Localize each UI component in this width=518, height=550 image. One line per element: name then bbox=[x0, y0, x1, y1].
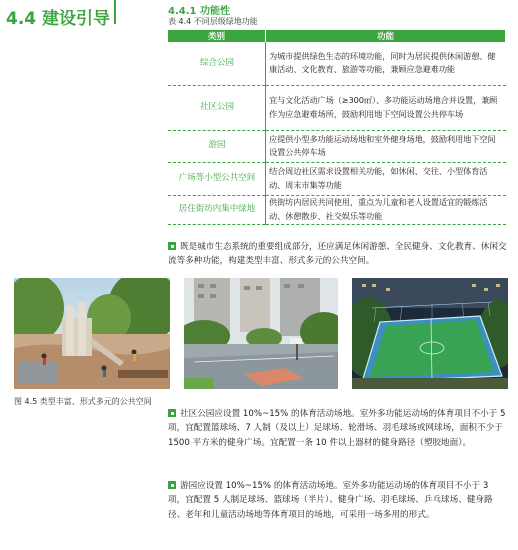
photo-night-court bbox=[352, 278, 508, 389]
table-row bbox=[168, 85, 506, 130]
photo-playground bbox=[14, 278, 170, 389]
table-cell-category: 广场等小型公共空间 bbox=[168, 162, 266, 195]
table-cell-category: 社区公园 bbox=[168, 85, 266, 130]
table-cell-function: 宜与文化活动广场（≥300㎡）、多功能运动场地合并设置，兼顾作为应急避难场所，鼓励利用地下空间设置公共停车场 bbox=[266, 85, 506, 130]
table-header-function: 功能 bbox=[266, 30, 506, 42]
table-row bbox=[168, 42, 506, 85]
intro-paragraph bbox=[168, 240, 508, 269]
table-header-category: 类别 bbox=[168, 30, 266, 42]
table-cell-category: 游园 bbox=[168, 130, 266, 162]
garden-paragraph bbox=[168, 479, 508, 522]
table-cell-function: 供街坊内居民共同使用，重点为儿童和老人设置适宜的锻炼活动、休憩散步、社交娱乐等功能 bbox=[266, 195, 506, 224]
community-text: 社区公园应设置 10%~15% 的体育活动场地。室外多功能运动场的体育项目不小于 5 项，宜配置篮球场、7 人制（及以上）足球场、轮滑场、羽毛球场或网球场，面积不少于 1500 平方米的健身广场。宜配置一条 10 件以上器材的健身路径（塑胶地面）。 bbox=[168, 409, 506, 448]
community-paragraph bbox=[168, 407, 508, 450]
table-cell-category: 综合公园 bbox=[168, 42, 266, 85]
square-bullet-icon bbox=[168, 409, 176, 417]
photo-sports-courts bbox=[184, 278, 338, 389]
garden-text: 游园应设置 10%~15% 的体育活动场地。室外多功能运动场的体育项目不小于 3 项，宜配置 5 人制足球场、篮球场（半片）、健身广场、羽毛球场、乒乓球场、健身路径、老年和儿童活动场地等体育项目的场地，可采用一场多用的形式。 bbox=[168, 481, 493, 520]
night-court-image bbox=[352, 278, 508, 389]
table-row bbox=[168, 162, 506, 195]
table-cell-function: 应提供小型多功能运动场地和室外健身场地，鼓励利用地下空间设置公共停车场 bbox=[266, 130, 506, 162]
intro-text: 既是城市生态系统的重要组成部分，还应满足休闲游憩、全民健身、文化教育、休闲交流等多种功能，构建类型丰富、形式多元的公共空间。 bbox=[168, 242, 507, 267]
table-caption: 表 4.4 不同层级绿地功能 bbox=[168, 17, 258, 26]
courts-image bbox=[184, 278, 338, 389]
title-divider bbox=[114, 0, 116, 24]
table-cell-category: 居住街坊内集中绿地 bbox=[168, 195, 266, 224]
table-cell-function: 为城市提供绿色生态的环境功能，同时为居民提供休闲游憩、健康活动、文化教育、旅游等功能，兼顾应急避难功能 bbox=[266, 42, 506, 85]
square-bullet-icon bbox=[168, 481, 176, 489]
table-header-row bbox=[168, 30, 506, 42]
table-row bbox=[168, 130, 506, 162]
square-bullet-icon bbox=[168, 242, 176, 250]
table-row bbox=[168, 195, 506, 224]
figure-caption: 图 4.5 类型丰富、形式多元的公共空间 bbox=[14, 397, 152, 406]
section-title: 4.4 建设引导 bbox=[6, 9, 111, 29]
subsection-title: 4.4.1 功能性 bbox=[168, 6, 230, 17]
function-table bbox=[168, 30, 506, 225]
playground-image bbox=[14, 278, 170, 389]
table-cell-function: 结合周边社区需求设置相关功能，如休闲、交往、小型体育活动、周末市集等功能 bbox=[266, 162, 506, 195]
